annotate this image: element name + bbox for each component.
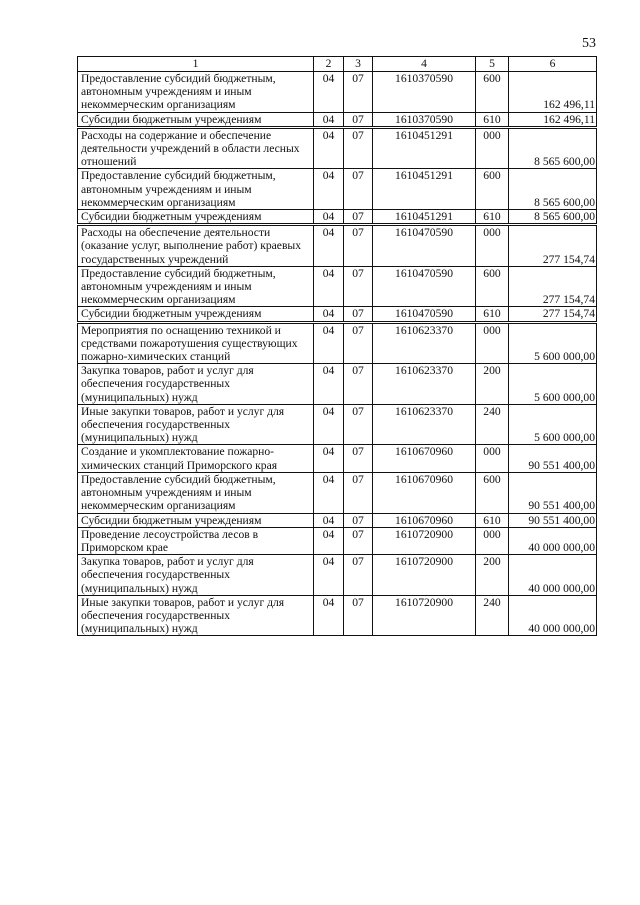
- row-section: 04: [314, 127, 344, 169]
- table-row: [78, 210, 597, 225]
- row-amount: 8 565 600,00: [509, 127, 597, 169]
- row-section: 04: [314, 472, 344, 513]
- table-row: [78, 527, 597, 554]
- row-amount: 277 154,74: [509, 266, 597, 307]
- row-section: 04: [314, 266, 344, 307]
- row-expense-type: 000: [476, 127, 509, 169]
- table-row: [78, 445, 597, 472]
- row-subsection: 07: [344, 307, 373, 322]
- row-target-article: 1610720900: [373, 555, 476, 596]
- table-row: [78, 595, 597, 636]
- row-amount: 5 600 000,00: [509, 364, 597, 405]
- header-col-6: 6: [509, 57, 597, 72]
- row-section: 04: [314, 307, 344, 322]
- row-target-article: 1610451291: [373, 169, 476, 210]
- row-subsection: 07: [344, 210, 373, 225]
- row-amount: 90 551 400,00: [509, 445, 597, 472]
- header-col-5: 5: [476, 57, 509, 72]
- table-row: [78, 322, 597, 364]
- row-section: 04: [314, 169, 344, 210]
- row-expense-type: 000: [476, 527, 509, 554]
- row-expense-type: 000: [476, 225, 509, 267]
- row-name: Закупка товаров, работ и услуг для обеспечения государственных (муниципальных) нужд: [78, 364, 314, 405]
- row-amount: 162 496,11: [509, 72, 597, 113]
- table-row: [78, 225, 597, 267]
- row-expense-type: 610: [476, 210, 509, 225]
- row-target-article: 1610470590: [373, 225, 476, 267]
- row-name: Иные закупки товаров, работ и услуг для обеспечения государственных (муниципальных) нужд: [78, 595, 314, 636]
- row-subsection: 07: [344, 266, 373, 307]
- row-expense-type: 600: [476, 266, 509, 307]
- row-subsection: 07: [344, 445, 373, 472]
- header-col-1: 1: [78, 57, 314, 72]
- row-name: Закупка товаров, работ и услуг для обеспечения государственных (муниципальных) нужд: [78, 555, 314, 596]
- row-subsection: 07: [344, 555, 373, 596]
- row-expense-type: 000: [476, 322, 509, 364]
- row-subsection: 07: [344, 404, 373, 445]
- row-target-article: 1610623370: [373, 404, 476, 445]
- row-amount: 8 565 600,00: [509, 210, 597, 225]
- table-row: [78, 127, 597, 169]
- row-amount: 8 565 600,00: [509, 169, 597, 210]
- row-target-article: 1610720900: [373, 595, 476, 636]
- row-amount: 5 600 000,00: [509, 322, 597, 364]
- row-amount: 40 000 000,00: [509, 595, 597, 636]
- table-row: [78, 169, 597, 210]
- row-section: 04: [314, 112, 344, 127]
- row-subsection: 07: [344, 595, 373, 636]
- row-amount: 5 600 000,00: [509, 404, 597, 445]
- row-subsection: 07: [344, 472, 373, 513]
- row-amount: 162 496,11: [509, 112, 597, 127]
- row-subsection: 07: [344, 127, 373, 169]
- row-expense-type: 610: [476, 307, 509, 322]
- row-name: Мероприятия по оснащению техникой и средствами пожаротушения существующих пожарно-химических станций: [78, 322, 314, 364]
- row-target-article: 1610670960: [373, 513, 476, 527]
- row-target-article: 1610370590: [373, 112, 476, 127]
- row-amount: 90 551 400,00: [509, 472, 597, 513]
- header-col-4: 4: [373, 57, 476, 72]
- row-subsection: 07: [344, 322, 373, 364]
- row-expense-type: 600: [476, 169, 509, 210]
- row-target-article: 1610370590: [373, 72, 476, 113]
- table-row: [78, 472, 597, 513]
- row-name: Предоставление субсидий бюджетным, автономным учреждениям и иным некоммерческим организациям: [78, 266, 314, 307]
- row-expense-type: 600: [476, 472, 509, 513]
- row-expense-type: 600: [476, 72, 509, 113]
- table-body: [78, 72, 597, 636]
- row-name: Расходы на содержание и обеспечение деятельности учреждений в области лесных отношений: [78, 127, 314, 169]
- row-section: 04: [314, 322, 344, 364]
- row-section: 04: [314, 404, 344, 445]
- row-section: 04: [314, 225, 344, 267]
- row-name: Создание и укомплектование пожарно-химических станций Приморского края: [78, 445, 314, 472]
- row-expense-type: 240: [476, 595, 509, 636]
- row-section: 04: [314, 364, 344, 405]
- row-expense-type: 240: [476, 404, 509, 445]
- row-subsection: 07: [344, 513, 373, 527]
- row-name: Предоставление субсидий бюджетным, автономным учреждениям и иным некоммерческим организациям: [78, 72, 314, 113]
- table-row: [78, 404, 597, 445]
- table-row: [78, 513, 597, 527]
- row-amount: 277 154,74: [509, 225, 597, 267]
- row-name: Субсидии бюджетным учреждениям: [78, 112, 314, 127]
- row-amount: 90 551 400,00: [509, 513, 597, 527]
- table-row: [78, 307, 597, 322]
- table-row: [78, 555, 597, 596]
- row-subsection: 07: [344, 225, 373, 267]
- row-name: Субсидии бюджетным учреждениям: [78, 513, 314, 527]
- table-row: [78, 112, 597, 127]
- row-section: 04: [314, 555, 344, 596]
- row-section: 04: [314, 595, 344, 636]
- page-number: 53: [582, 36, 596, 51]
- header-col-3: 3: [344, 57, 373, 72]
- row-expense-type: 000: [476, 445, 509, 472]
- row-target-article: 1610670960: [373, 445, 476, 472]
- row-target-article: 1610623370: [373, 322, 476, 364]
- row-subsection: 07: [344, 112, 373, 127]
- row-subsection: 07: [344, 364, 373, 405]
- row-expense-type: 200: [476, 364, 509, 405]
- row-name: Предоставление субсидий бюджетным, автономным учреждениям и иным некоммерческим организациям: [78, 472, 314, 513]
- row-name: Предоставление субсидий бюджетным, автономным учреждениям и иным некоммерческим организациям: [78, 169, 314, 210]
- row-amount: 40 000 000,00: [509, 527, 597, 554]
- row-name: Расходы на обеспечение деятельности (оказание услуг, выполнение работ) краевых государственных учреждений: [78, 225, 314, 267]
- table-row: [78, 72, 597, 113]
- table-row: [78, 364, 597, 405]
- row-section: 04: [314, 210, 344, 225]
- row-target-article: 1610470590: [373, 266, 476, 307]
- row-target-article: 1610720900: [373, 527, 476, 554]
- row-expense-type: 610: [476, 112, 509, 127]
- row-name: Субсидии бюджетным учреждениям: [78, 307, 314, 322]
- header-col-2: 2: [314, 57, 344, 72]
- budget-table: [77, 56, 597, 636]
- row-target-article: 1610623370: [373, 364, 476, 405]
- table-row: [78, 266, 597, 307]
- row-section: 04: [314, 527, 344, 554]
- row-subsection: 07: [344, 527, 373, 554]
- row-name: Проведение лесоустройства лесов в Приморском крае: [78, 527, 314, 554]
- row-target-article: 1610470590: [373, 307, 476, 322]
- row-section: 04: [314, 445, 344, 472]
- row-expense-type: 200: [476, 555, 509, 596]
- row-subsection: 07: [344, 72, 373, 113]
- row-expense-type: 610: [476, 513, 509, 527]
- table-header: [78, 57, 597, 72]
- row-section: 04: [314, 513, 344, 527]
- row-name: Иные закупки товаров, работ и услуг для обеспечения государственных (муниципальных) нужд: [78, 404, 314, 445]
- row-target-article: 1610451291: [373, 210, 476, 225]
- row-subsection: 07: [344, 169, 373, 210]
- row-amount: 40 000 000,00: [509, 555, 597, 596]
- row-section: 04: [314, 72, 344, 113]
- row-amount: 277 154,74: [509, 307, 597, 322]
- row-target-article: 1610451291: [373, 127, 476, 169]
- row-name: Субсидии бюджетным учреждениям: [78, 210, 314, 225]
- row-target-article: 1610670960: [373, 472, 476, 513]
- header-row: [78, 57, 597, 72]
